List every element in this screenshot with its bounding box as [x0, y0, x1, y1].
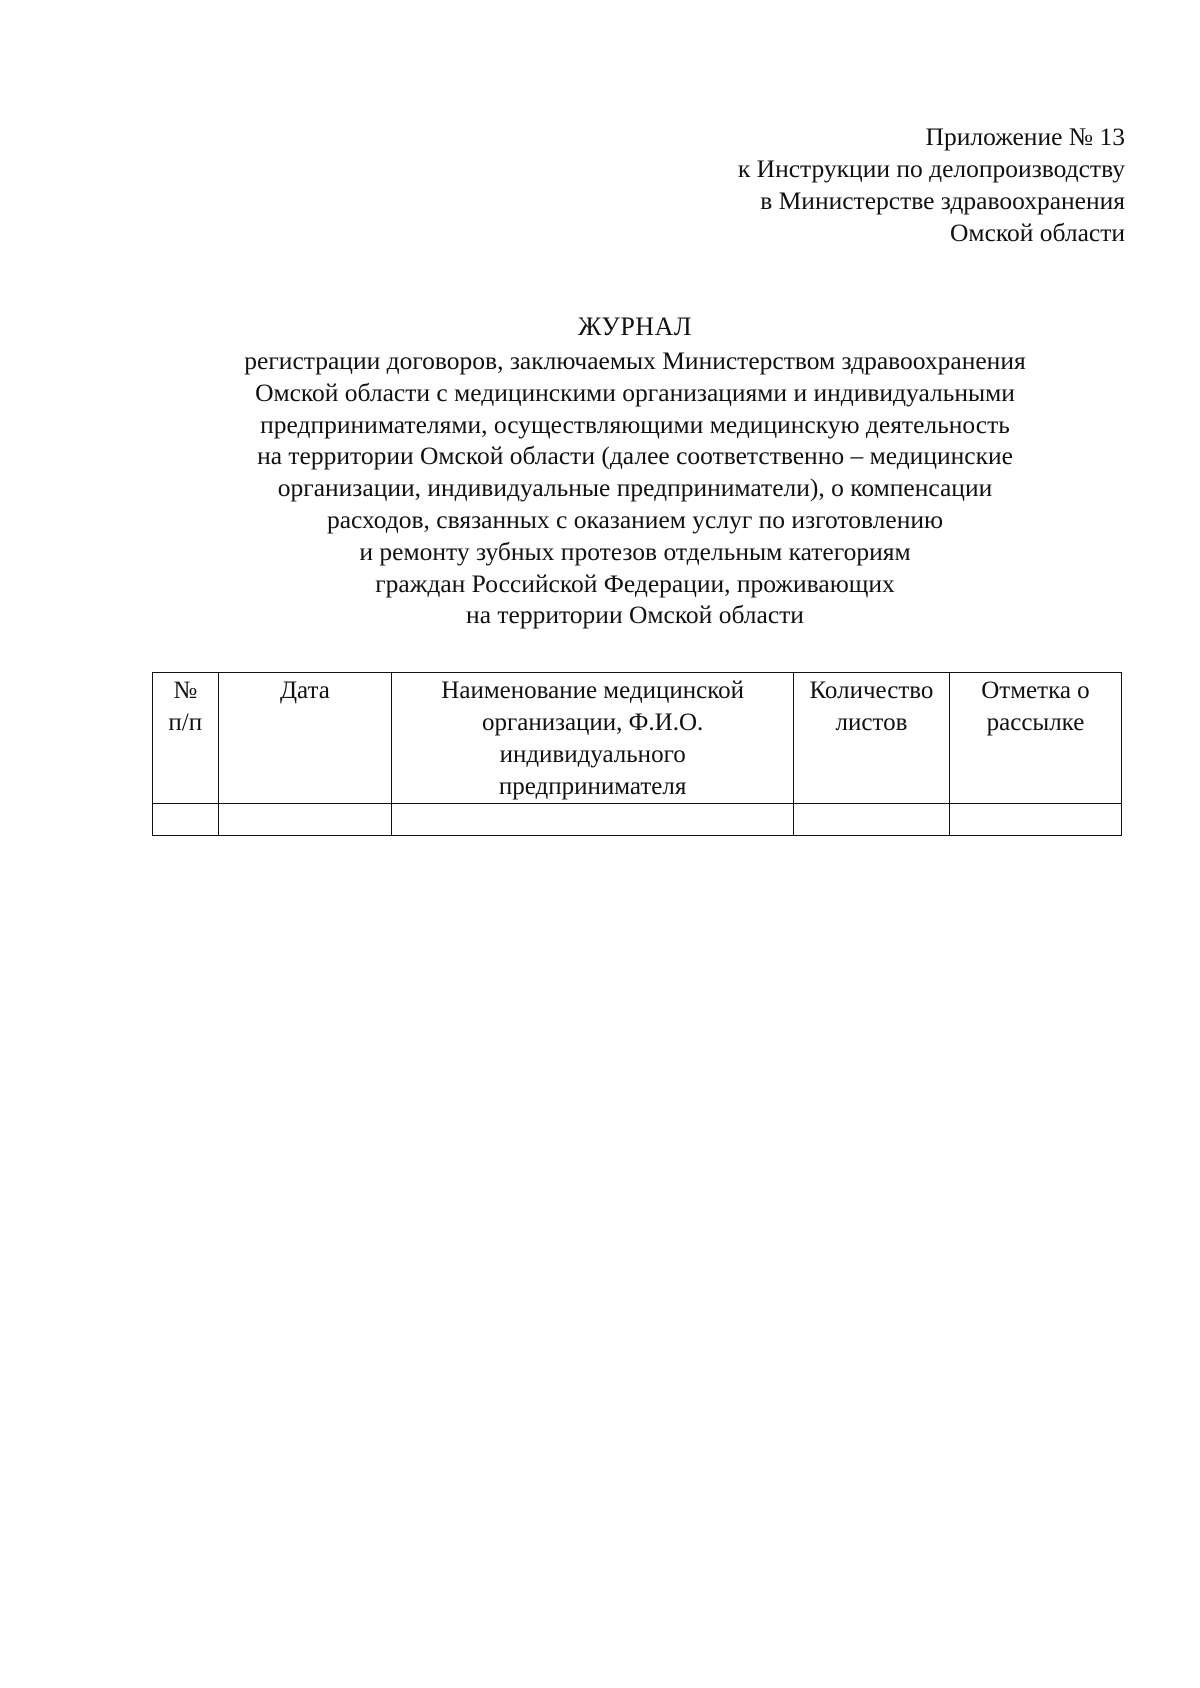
- header-organization: [392, 673, 794, 804]
- table-cell: [153, 804, 219, 836]
- header-organization-line: Наименование медицинской: [441, 677, 744, 704]
- header-number-line: п/п: [168, 709, 203, 736]
- appendix-line: к Инструкции по делопроизводству: [737, 154, 1125, 183]
- appendix-line: Омской области: [950, 218, 1125, 247]
- table-row: [153, 804, 1122, 836]
- document-subtitle: [0, 345, 1200, 631]
- header-mailing-mark: [949, 673, 1121, 804]
- appendix-block: [605, 121, 1125, 249]
- header-sheet-count-line: Количество: [809, 677, 934, 704]
- subtitle-line: регистрации договоров, заключаемых Министерством здравоохранения: [244, 346, 1026, 375]
- header-date-line: Дата: [279, 677, 330, 704]
- header-mailing-mark-line: Отметка о: [981, 677, 1090, 704]
- subtitle-line: организации, индивидуальные предприниматели), о компенсации: [277, 473, 993, 503]
- subtitle-line: расходов, связанных с оказанием услуг по изготовлению: [326, 504, 944, 534]
- table-cell: [949, 804, 1121, 836]
- appendix-line: в Министерстве здравоохранения: [760, 186, 1125, 215]
- subtitle-line: на территории Омской области: [466, 600, 804, 630]
- subtitle-line: граждан Российской Федерации, проживающих: [375, 568, 895, 598]
- journal-table: [152, 672, 1122, 836]
- table-cell: [218, 804, 392, 836]
- header-organization-line: предпринимателя: [498, 773, 687, 800]
- header-number: [153, 673, 219, 804]
- header-sheet-count: [793, 673, 949, 804]
- header-sheet-count-line: листов: [835, 709, 908, 736]
- table-header-row: [153, 673, 1122, 804]
- subtitle-line: и ремонту зубных протезов отдельным категориям: [359, 536, 911, 566]
- table-cell: [392, 804, 794, 836]
- header-date: [218, 673, 392, 804]
- header-mailing-mark-line: рассылке: [986, 709, 1085, 736]
- appendix-line: Приложение № 13: [925, 122, 1125, 151]
- subtitle-line: на территории Омской области (далее соответственно – медицинские: [257, 441, 1013, 471]
- header-organization-line: организации, Ф.И.О.: [481, 709, 704, 736]
- table-cell: [793, 804, 949, 836]
- subtitle-line: предпринимателями, осуществляющими медицинскую деятельность: [260, 409, 1010, 439]
- document-title: ЖУРНАЛ: [578, 312, 692, 341]
- subtitle-line: Омской области с медицинскими организациями и индивидуальными: [255, 377, 1015, 407]
- header-number-line: №: [173, 677, 198, 704]
- header-organization-line: индивидуального: [499, 741, 686, 768]
